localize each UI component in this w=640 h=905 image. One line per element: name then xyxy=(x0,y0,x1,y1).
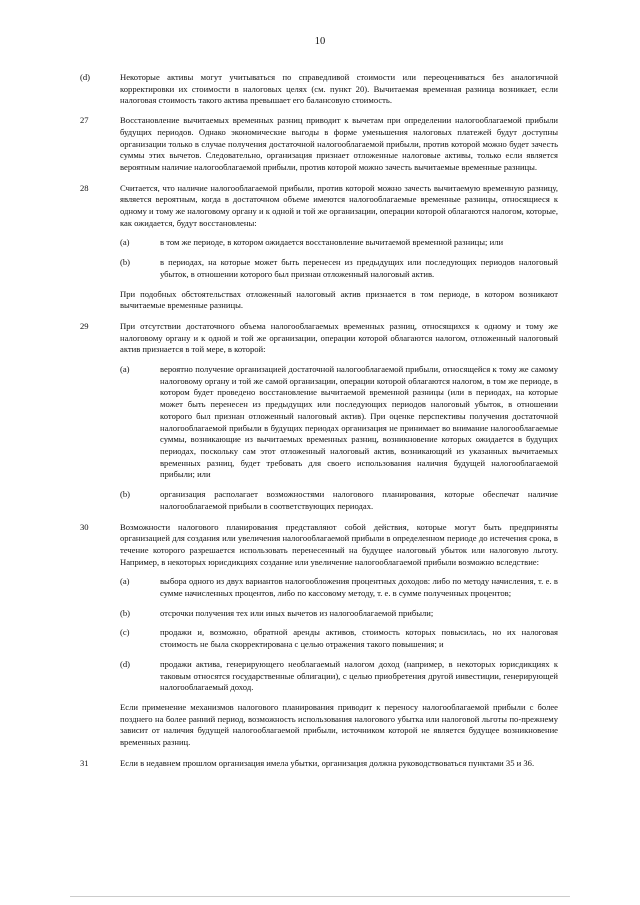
paragraph-text: Восстановление вычитаемых временных разниц приводит к вычетам при определении налогооблагаемой прибыли будущих периодов. Однако экономические выгоды в форме уменьшения налоговых платежей будут доступны организации только в случае получения достаточной налогооблагаемой прибыли, против которой можно будет зачесть суммы этих вычетов. Следовательно, организация признает отложенные налоговые активы, только если является вероятным наличие налогооблагаемой прибыли, против которой можно зачесть вычитаемые временные разницы. xyxy=(120,115,558,172)
paragraph-29 xyxy=(80,321,558,513)
list-item xyxy=(120,659,558,694)
item-label: (d) xyxy=(80,72,91,82)
list-item xyxy=(120,627,558,650)
paragraph-intro: Считается, что наличие налогооблагаемой прибыли, против которой можно зачесть вычитаемую временную разницу, является вероятным, когда в достаточном объеме имеются налогооблагаемые временные разницы, относящиеся к одному и тому же налоговому органу и к одной и той же организации, операции которой облагаются налогом, которые, как ожидается, будут восстановлены: xyxy=(120,182,558,228)
list-item xyxy=(120,364,558,481)
item-label: (b) xyxy=(120,607,131,618)
paragraph-number: 29 xyxy=(80,320,89,331)
item-text: Некоторые активы могут учитываться по справедливой стоимости или переоцениваться без аналогичной корректировки их стоимости в налоговых целях (см. пункт 20). Вычитаемая временная разница возникает, если налоговая стоимость такого актива превышает его балансовую стоимость. xyxy=(120,72,558,106)
paragraph-number: 31 xyxy=(80,757,89,768)
page-number: 10 xyxy=(314,36,326,47)
item-text: вероятно получение организацией достаточной налогооблагаемой прибыли, относящейся к тому же самому налоговому органу и той же самой организации, операции которой облагаются налогом, в том же периоде, в котором будет проведено восстановление вычитаемой временной разницы (или в периодах, на которые может быть перенесен из предыдущих или последующих периодов налоговый убыток, в отношении которого был признан отложенный налоговый актив). При оценке перспективы получения достаточной налогооблагаемой прибыли в будущих периодах организация не принимает во внимание налогооблагаемые суммы, возникающие из вычитаемых временных разниц, возникновение которых ожидается в будущих периодах, поскольку сам этот отложенный налоговый актив, возникающий из указанных вычитаемых временных разниц, будет требовать для своего использования наличия будущей налогооблагаемой прибыли; или xyxy=(160,364,558,480)
item-label: (b) xyxy=(120,489,131,500)
paragraph-text: Если в недавнем прошлом организация имела убытки, организация должна руководствоваться пунктами 35 и 36. xyxy=(120,757,535,768)
paragraph-27 xyxy=(80,115,558,174)
list-item xyxy=(120,576,558,599)
paragraph-intro: Возможности налогового планирования представляют собой действия, которые могут быть предприняты организацией для создания или увеличения налогооблагаемой прибыли в определенном периоде до истечения срока, в течение которого разрешается использовать перенесенный на будущее налоговый убыток или налоговую льготу. Например, в некоторых юрисдикциях создание или увеличение налогооблагаемой прибыли возможно вследствие: xyxy=(120,521,558,567)
lead-item xyxy=(80,72,558,107)
page-bottom-edge xyxy=(70,896,570,897)
paragraph-number: 30 xyxy=(80,521,89,532)
sub-list xyxy=(120,364,558,512)
paragraph-intro: При отсутствии достаточного объема налогооблагаемых временных разниц, относящихся к одному и тому же налоговому органу и к одной и той же организации, операции которой облагаются налогом, отложенный налоговый актив признается в той мере, в которой: xyxy=(120,320,558,355)
paragraph-30 xyxy=(80,522,558,749)
paragraph-closing: При подобных обстоятельствах отложенный налоговый актив признается в том периоде, в котором возникают вычитаемые временные разницы. xyxy=(120,288,558,311)
item-text: отсрочки получения тех или иных вычетов из налогооблагаемой прибыли; xyxy=(160,607,434,618)
item-label: (a) xyxy=(120,364,130,375)
paragraph-number: 28 xyxy=(80,182,89,193)
item-text: продажи актива, генерирующего необлагаемый налогом доход (например, в некоторых юрисдикциях к таковым относятся государственные облигации), с целью приобретения другой инвестиции, генерирующей налогооблагаемый доход. xyxy=(160,658,558,693)
item-label: (b) xyxy=(120,257,131,268)
paragraph-31 xyxy=(80,758,558,770)
sub-list xyxy=(120,237,558,280)
item-text: выбора одного из двух вариантов налогообложения процентных доходов: либо по методу начисления, т. е. в сумме начисленных процентов, либо по кассовому методу, т. е. в сумме полученных процентов; xyxy=(160,576,558,599)
list-item xyxy=(120,257,558,280)
item-label: (a) xyxy=(120,576,130,587)
item-text: в периодах, на которые может быть перенесен из предыдущих или последующих периодов налоговый убыток, в отношении которого был признан отложенный налоговый актив. xyxy=(160,257,558,279)
item-label: (c) xyxy=(120,627,130,638)
item-label: (d) xyxy=(120,658,131,669)
sub-list xyxy=(120,576,558,694)
paragraph-number: 27 xyxy=(80,115,89,126)
item-text: в том же периоде, в котором ожидается восстановление вычитаемой временной разницы; или xyxy=(160,237,504,248)
paragraph-closing: Если применение механизмов налогового планирования приводит к переносу налогооблагаемой прибыли с более позднего на более ранний период, возможность использования налогового убытка или налоговой льготы по-прежнему зависит от наличия будущей налогооблагаемой прибыли, источником которой не является будущее возникновение временных разниц. xyxy=(120,701,558,748)
document-body xyxy=(80,72,558,778)
list-item xyxy=(120,608,558,620)
item-text: организация располагает возможностями налогового планирования, которые обеспечат наличие налогооблагаемой прибыли в соответствующих периодах. xyxy=(160,489,558,511)
list-item xyxy=(120,237,558,249)
item-label: (a) xyxy=(120,237,130,248)
item-text: продажи и, возможно, обратной аренды активов, стоимость которых повысилась, но их налоговая стоимость не была скорректирована с целью отражения такого повышения; и xyxy=(160,627,558,650)
list-item xyxy=(120,489,558,512)
paragraph-28 xyxy=(80,183,558,312)
